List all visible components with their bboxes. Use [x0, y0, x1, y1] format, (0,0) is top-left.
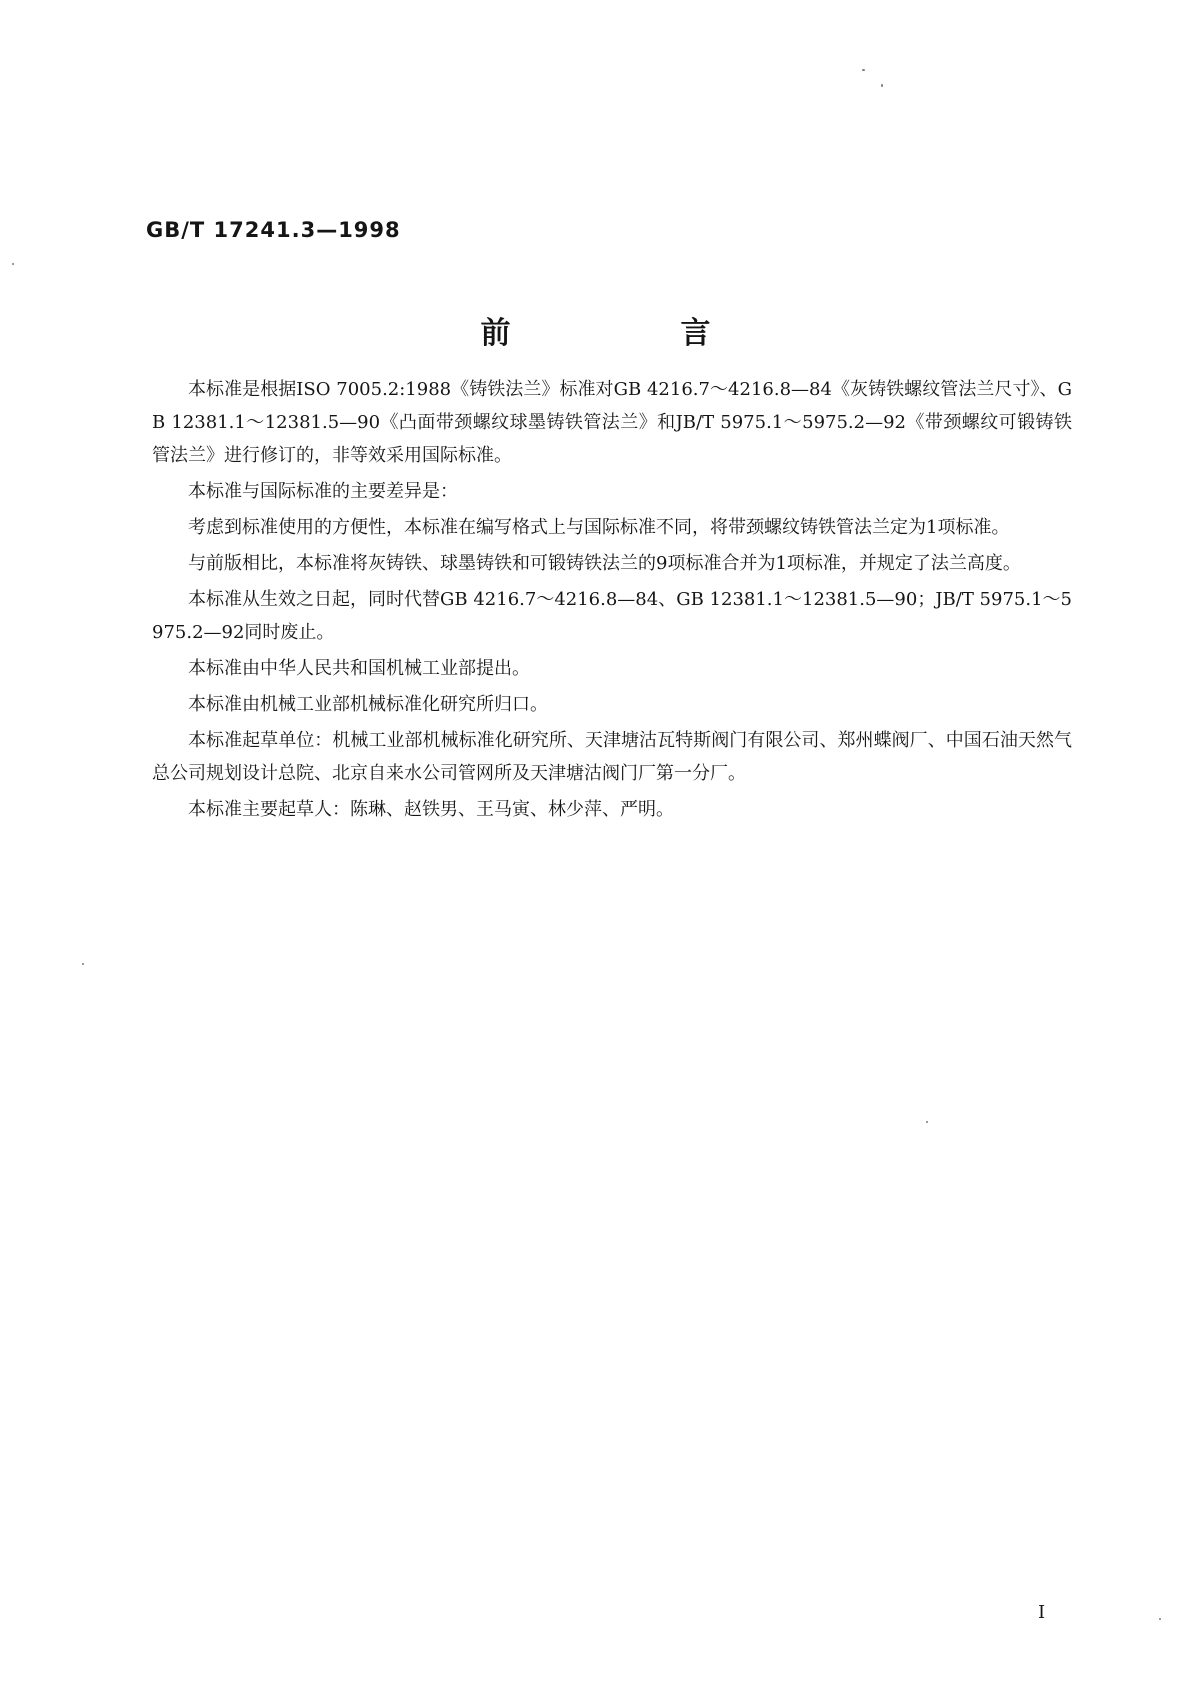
scan-speck — [862, 69, 865, 71]
paragraph-replacement: 本标准从生效之日起，同时代替GB 4216.7～4216.8—84、GB 12381.1～12381.5—90；JB/T 5975.1～5975.2—92同时废止。 — [152, 589, 1072, 643]
page-title: 前 言 — [480, 316, 781, 351]
standard-code: GB/T 17241.3—1998 — [146, 218, 401, 242]
scan-speck — [1159, 1618, 1161, 1620]
scan-speck — [82, 963, 84, 965]
paragraph-basis: 本标准是根据ISO 7005.2:1988《铸铁法兰》标准对GB 4216.7～4216.8—84《灰铸铁螺纹管法兰尺寸》、GB 12381.1～12381.5—90《凸面带颈螺纹球墨铸铁管法兰》和JB/T 5975.1～5975.2—92《带颈螺纹可锻铸铁管法兰》进行修订的，非等效采用国际标准。 — [152, 379, 1072, 466]
paragraph-differences-heading: 本标准与国际标准的主要差异是： — [188, 481, 458, 502]
paragraph-merged-standards: 与前版相比，本标准将灰铸铁、球墨铸铁和可锻铸铁法兰的9项标准合并为1项标准，并规定了法兰高度。 — [188, 553, 1021, 574]
paragraph-drafters: 本标准主要起草人：陈琳、赵铁男、王马寅、林少萍、严明。 — [188, 799, 674, 820]
paragraph-proposer: 本标准由中华人民共和国机械工业部提出。 — [188, 658, 530, 679]
paragraph-difference-format: 考虑到标准使用的方便性，本标准在编写格式上与国际标准不同，将带颈螺纹铸铁管法兰定为1项标准。 — [188, 517, 1010, 538]
paragraph-administrator: 本标准由机械工业部机械标准化研究所归口。 — [188, 694, 548, 715]
preface-body — [152, 373, 1072, 829]
page-number: I — [1038, 1602, 1046, 1623]
scan-speck — [12, 263, 14, 265]
scan-speck — [926, 1121, 928, 1123]
paragraph-drafting-units: 本标准起草单位：机械工业部机械标准化研究所、天津塘沽瓦特斯阀门有限公司、郑州蝶阀厂、中国石油天然气总公司规划设计总院、北京自来水公司管网所及天津塘沽阀门厂第一分厂。 — [152, 730, 1072, 784]
scan-speck — [881, 84, 883, 87]
